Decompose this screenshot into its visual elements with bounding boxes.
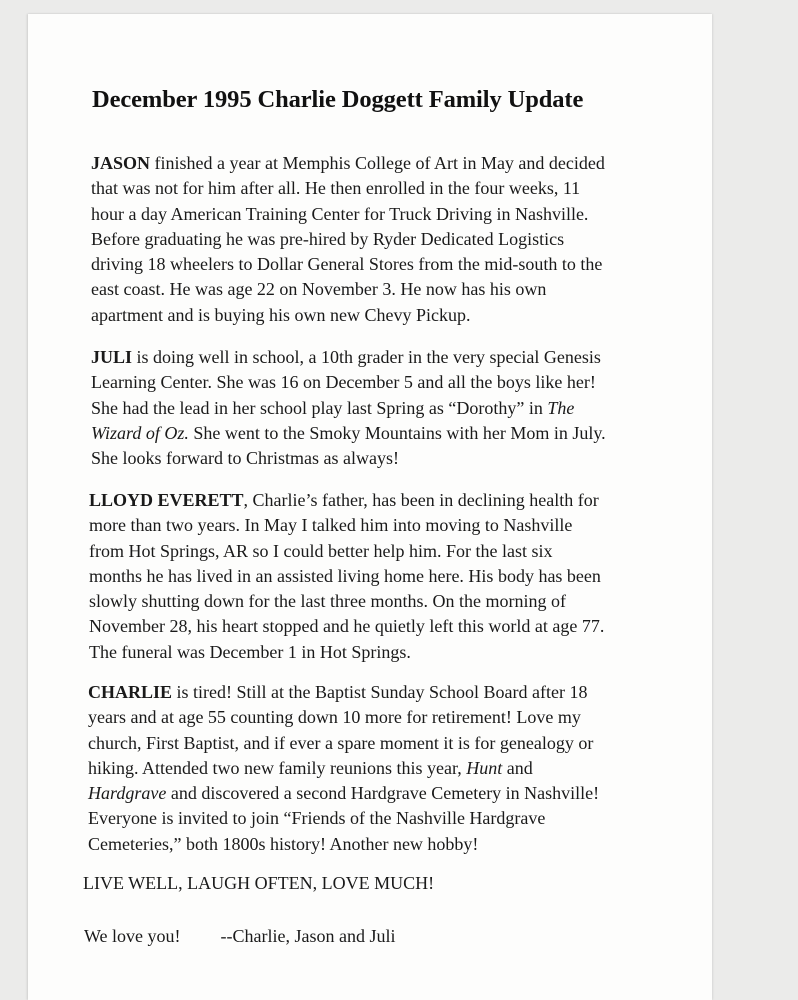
text-fragment: She had the lead in her school play last Spring as “Dorothy” in xyxy=(91,397,548,418)
text-line xyxy=(88,680,698,705)
text-line: driving 18 wheelers to Dollar General Stores from the mid-south to the xyxy=(91,254,603,275)
paragraph-jason xyxy=(91,151,701,328)
text-line: that was not for him after all. He then enrolled in the four weeks, 11 xyxy=(91,178,581,199)
text-fragment: and discovered a second Hardgrave Cemetery in Nashville! xyxy=(166,783,600,804)
text-line: Before graduating he was pre-hired by Ryder Dedicated Logistics xyxy=(91,228,565,249)
reunion-name-italic: Hardgrave xyxy=(88,783,167,804)
text-line: She looks forward to Christmas as always! xyxy=(91,448,399,469)
text-fragment: , Charlie’s father, has been in declining health for xyxy=(243,490,599,510)
text-line xyxy=(91,421,701,446)
text-line: Learning Center. She was 16 on December 5 and all the boys like her! xyxy=(91,372,596,393)
play-title-italic: The xyxy=(547,397,575,418)
text-fragment: is doing well in school, a 10th grader in the very special Genesis xyxy=(132,347,601,367)
text-line: months he has lived in an assisted living home here. His body has been xyxy=(89,565,601,586)
text-line: east coast. He was age 22 on November 3. He now has his own xyxy=(91,279,547,300)
closing-signature: --Charlie, Jason and Juli xyxy=(220,926,396,946)
text-fragment: and xyxy=(502,757,533,778)
text-line: Everyone is invited to join “Friends of the Nashville Hardgrave xyxy=(88,808,546,829)
text-line: hour a day American Training Center for Truck Driving in Nashville. xyxy=(91,203,589,224)
text-line: more than two years. In May I talked him into moving to Nashville xyxy=(89,515,573,536)
text-line xyxy=(91,345,701,370)
paragraph-charlie xyxy=(88,680,698,857)
text-fragment: finished a year at Memphis College of Art in May and decided xyxy=(150,153,605,173)
text-line: from Hot Springs, AR so I could better help him. For the last six xyxy=(89,540,553,561)
text-line: Cemeteries,” both 1800s history! Another new hobby! xyxy=(88,833,479,854)
text-line: November 28, his heart stopped and he quietly left this world at age 77. xyxy=(89,616,605,637)
text-line xyxy=(88,781,698,806)
letter-title: December 1995 Charlie Doggett Family Update xyxy=(92,86,584,113)
closing-greeting: We love you! xyxy=(84,926,181,946)
closing xyxy=(84,926,396,947)
name-charlie: CHARLIE xyxy=(88,682,173,702)
name-jason: JASON xyxy=(91,153,151,173)
paragraph-lloyd xyxy=(89,488,699,665)
family-motto: LIVE WELL, LAUGH OFTEN, LOVE MUCH! xyxy=(83,873,435,893)
text-line: apartment and is buying his own new Chevy Pickup. xyxy=(91,304,471,325)
text-line xyxy=(91,151,701,176)
text-line xyxy=(91,396,701,421)
name-lloyd: LLOYD EVERETT xyxy=(89,490,244,510)
text-line: The funeral was December 1 in Hot Springs. xyxy=(89,641,411,662)
text-line: slowly shutting down for the last three months. On the morning of xyxy=(89,591,566,612)
text-fragment: hiking. Attended two new family reunions this year, xyxy=(88,757,467,778)
text-line xyxy=(89,488,699,513)
play-title-italic: Wizard of Oz. xyxy=(91,422,189,443)
text-fragment: is tired! Still at the Baptist Sunday School Board after 18 xyxy=(172,682,588,702)
reunion-name-italic: Hunt xyxy=(466,757,503,778)
text-fragment: She went to the Smoky Mountains with her Mom in July. xyxy=(188,422,606,443)
name-juli: JULI xyxy=(91,347,133,367)
text-line: church, First Baptist, and if ever a spare moment it is for genealogy or xyxy=(88,732,594,753)
text-line xyxy=(88,756,698,781)
text-line: years and at age 55 counting down 10 more for retirement! Love my xyxy=(88,707,581,728)
paragraph-juli xyxy=(91,345,701,471)
